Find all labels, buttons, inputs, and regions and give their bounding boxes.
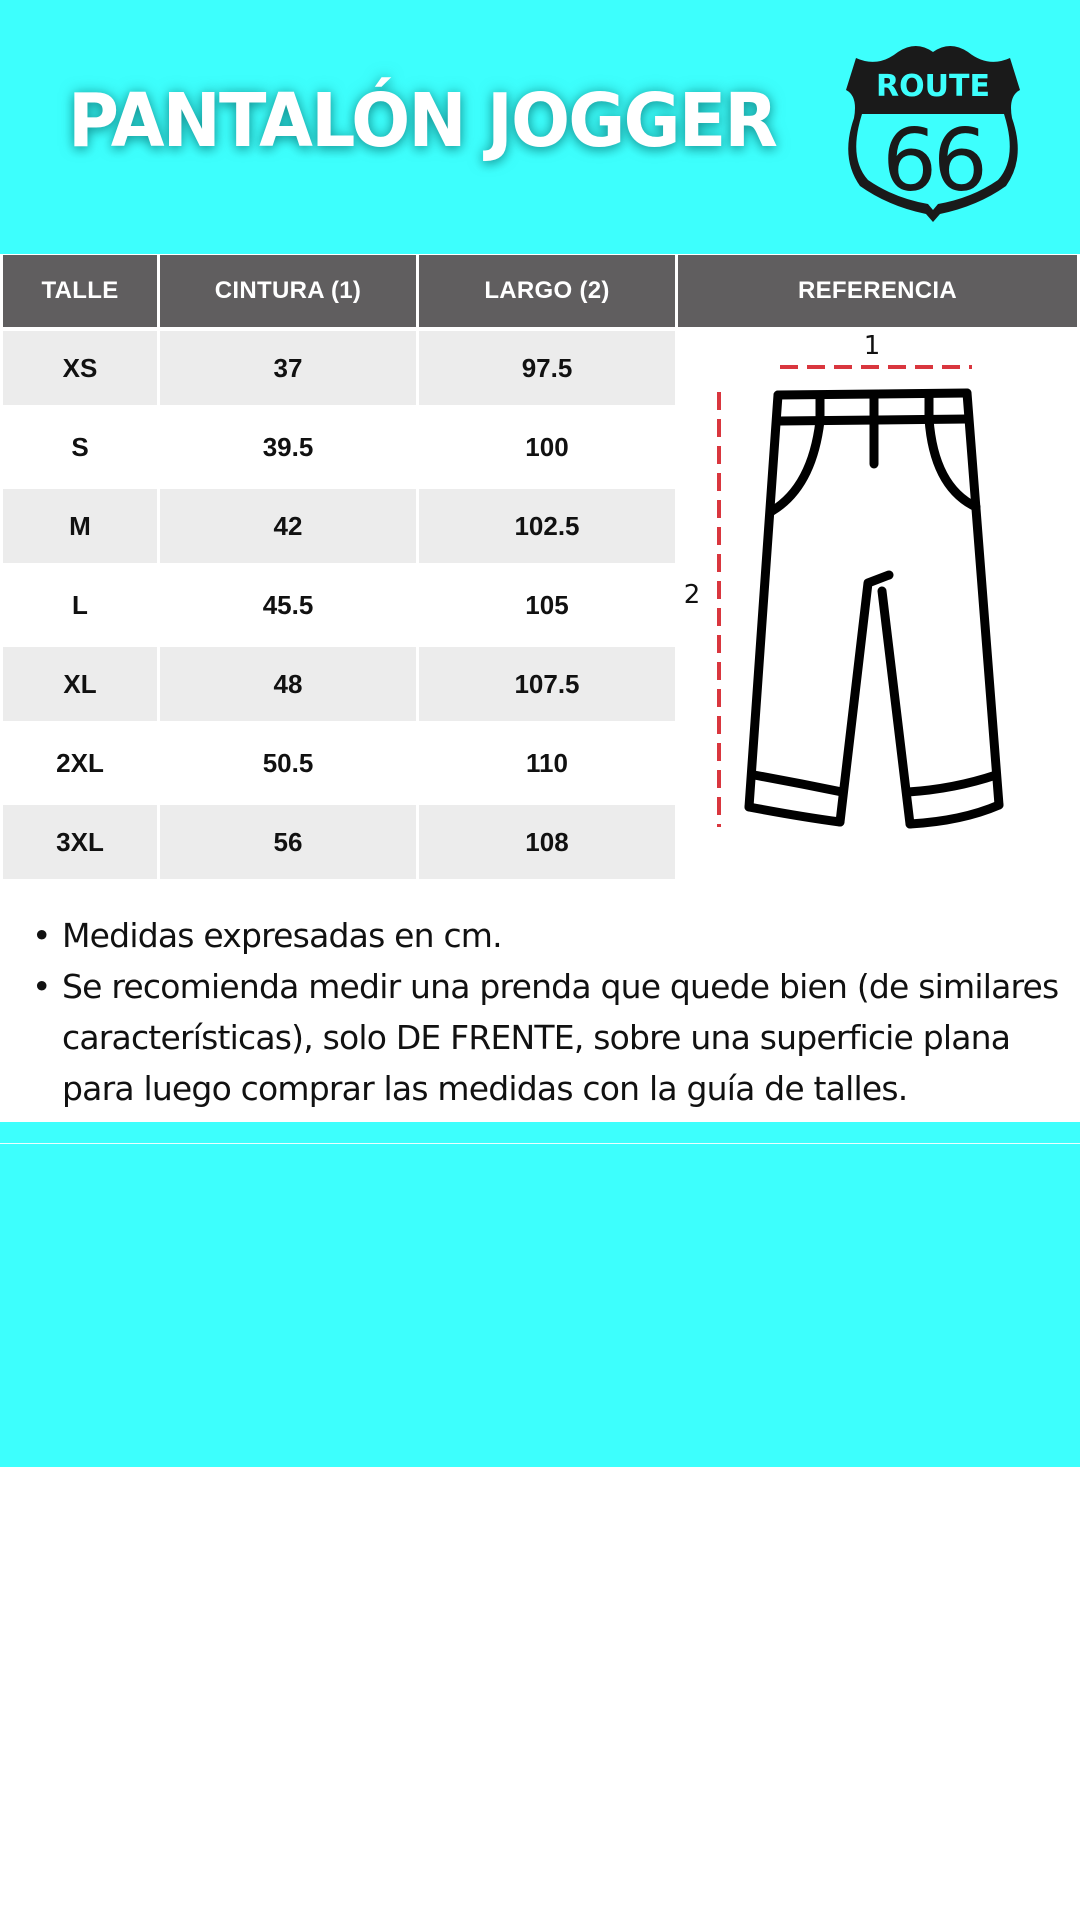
cell-talle: XS xyxy=(3,331,157,405)
cell-largo: 108 xyxy=(419,805,675,879)
column-header-cintura: CINTURA (1) xyxy=(160,255,416,327)
note-item xyxy=(30,910,1060,961)
svg-text:66: 66 xyxy=(882,111,984,211)
bullet: • xyxy=(32,967,51,1006)
column-header-referencia: REFERENCIA xyxy=(678,255,1077,327)
cell-talle: S xyxy=(71,431,89,462)
cell-cintura: 42 xyxy=(160,489,416,563)
waist-label: 1 xyxy=(863,331,881,361)
route-66-shield-icon xyxy=(838,38,1028,222)
cell-cintura: 39.5 xyxy=(262,431,314,462)
cell-talle: M xyxy=(3,489,157,563)
cell-largo: 97.5 xyxy=(419,331,675,405)
cell-talle: XL xyxy=(3,647,157,721)
svg-text:ROUTE: ROUTE xyxy=(876,69,990,104)
cell-largo: 107.5 xyxy=(419,647,675,721)
note-text: Medidas expresadas en cm. xyxy=(62,916,502,955)
cell-talle: 3XL xyxy=(3,805,157,879)
notes-list xyxy=(30,910,1060,1114)
cell-talle: L xyxy=(72,589,88,620)
cell-largo: 110 xyxy=(526,747,568,778)
cell-talle: 2XL xyxy=(56,747,104,778)
footer-banner xyxy=(0,1122,1080,1467)
cell-cintura: 56 xyxy=(160,805,416,879)
bullet: • xyxy=(32,916,51,955)
pants-outline-icon xyxy=(749,393,999,824)
cell-largo: 100 xyxy=(525,431,569,462)
header-banner xyxy=(0,0,1080,254)
cell-cintura: 48 xyxy=(160,647,416,721)
note-text: Se recomienda medir una prenda que quede bien (de similares características), solo DE FRENTE, sobre una superficie plana para luego comprar las medidas con la guía de talles. xyxy=(62,967,1059,1108)
cell-cintura: 45.5 xyxy=(262,589,314,620)
page-title: PANTALÓN JOGGER xyxy=(68,78,777,164)
divider xyxy=(0,1143,1080,1144)
cell-cintura: 50.5 xyxy=(262,747,314,778)
column-header-largo: LARGO (2) xyxy=(419,255,675,327)
note-item xyxy=(30,961,1060,1114)
length-label: 2 xyxy=(683,580,701,610)
cell-largo: 105 xyxy=(525,589,569,620)
cell-largo: 102.5 xyxy=(419,489,675,563)
reference-diagram xyxy=(672,327,1077,887)
column-header-talle: TALLE xyxy=(3,255,157,327)
cell-cintura: 37 xyxy=(160,331,416,405)
